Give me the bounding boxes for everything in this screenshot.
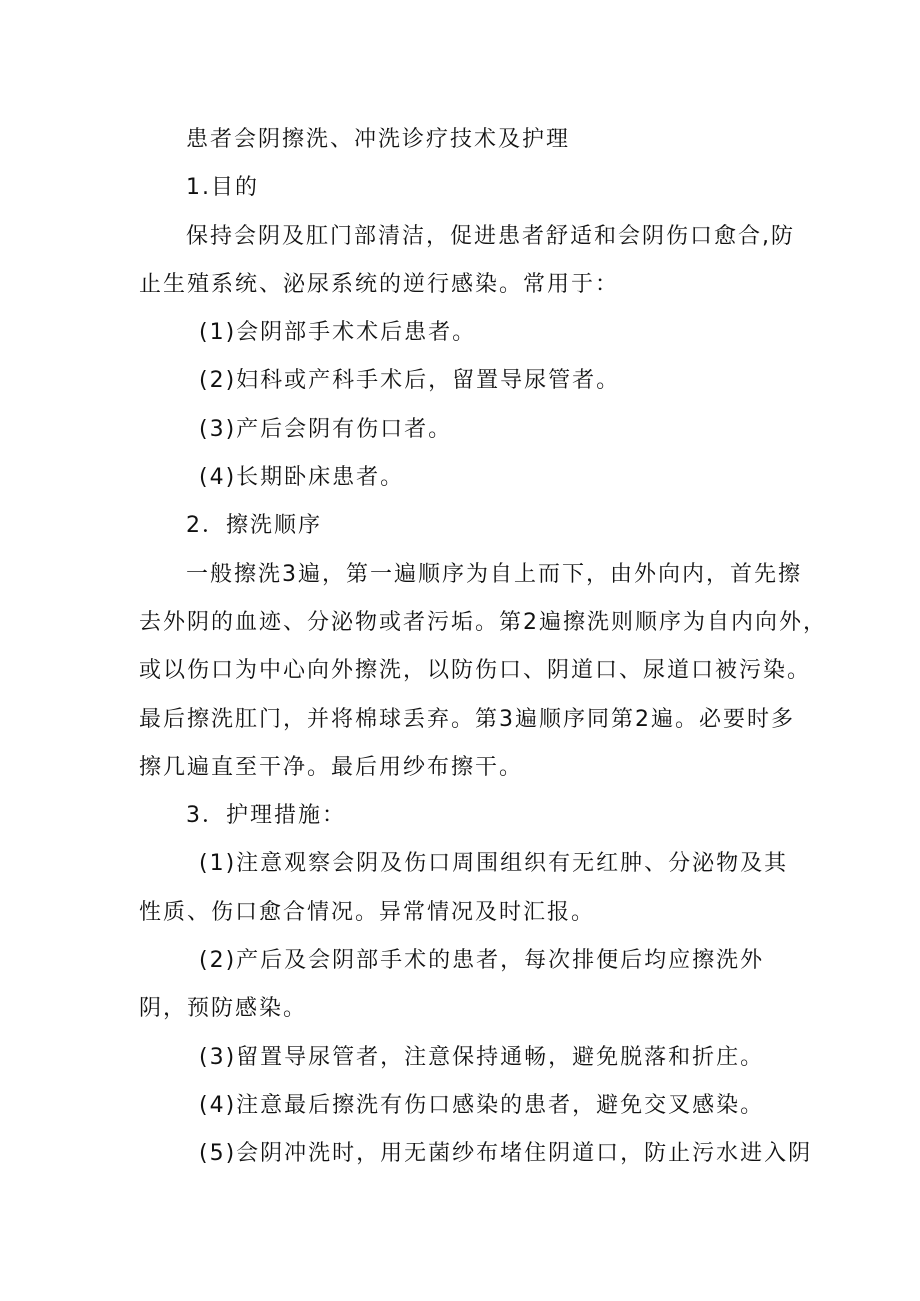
- section1-item-3: (3)产后会阴有伤口者。: [199, 417, 453, 442]
- section3-item3: (3)留置导尿管者，注意保持通畅，避免脱落和折庄。: [199, 1045, 765, 1070]
- section1-item-1: (1)会阴部手术术后患者。: [199, 320, 477, 345]
- section2-para-line4: 最后擦洗肛门，并将棉球丢弃。第3遍顺序同第2遍。必要时多: [139, 707, 795, 732]
- section3-item4: (4)注意最后擦洗有伤口感染的患者，避免交叉感染。: [199, 1093, 765, 1118]
- section3-heading: 3．护理措施：: [186, 803, 346, 828]
- section3-item2-line2: 阴，预防感染。: [139, 996, 308, 1021]
- section1-para-line1: 保持会阴及肛门部清洁，促进患者舒适和会阴伤口愈合,防: [186, 224, 795, 249]
- section2-para-line3: 或以伤口为中心向外擦洗，以防伤口、阴道口、尿道口被污染。: [139, 658, 812, 683]
- section2-para-line2: 去外阴的血迹、分泌物或者污垢。第2遍擦洗则顺序为自内向外，: [139, 610, 827, 635]
- document-title: 患者会阴擦洗、冲洗诊疗技术及护理: [186, 127, 571, 152]
- section3-item1-line2: 性质、伤口愈合情况。异常情况及时汇报。: [139, 900, 596, 925]
- section2-heading: 2．擦洗顺序: [186, 513, 322, 538]
- section2-para-line5: 擦几遍直至干净。最后用纱布擦干。: [139, 755, 524, 780]
- section3-item2-line1: (2)产后及会阴部手术的患者，每次排便后均应擦洗外: [199, 948, 765, 973]
- section1-item-2: (2)妇科或产科手术后，留置导尿管者。: [199, 368, 621, 393]
- section2-para-line1: 一般擦洗3遍，第一遍顺序为自上而下，由外向内，首先擦: [186, 562, 802, 587]
- section1-para-line2: 止生殖系统、泌尿系统的逆行感染。常用于：: [139, 272, 620, 297]
- section3-item1-line1: (1)注意观察会阴及伤口周围组织有无红肿、分泌物及其: [199, 851, 789, 876]
- section1-item-4: (4)长期卧床患者。: [199, 465, 405, 490]
- section1-heading: 1.目的: [186, 175, 259, 200]
- section3-item5: (5)会阴冲洗时，用无菌纱布堵住阴道口，防止污水进入阴: [199, 1141, 813, 1166]
